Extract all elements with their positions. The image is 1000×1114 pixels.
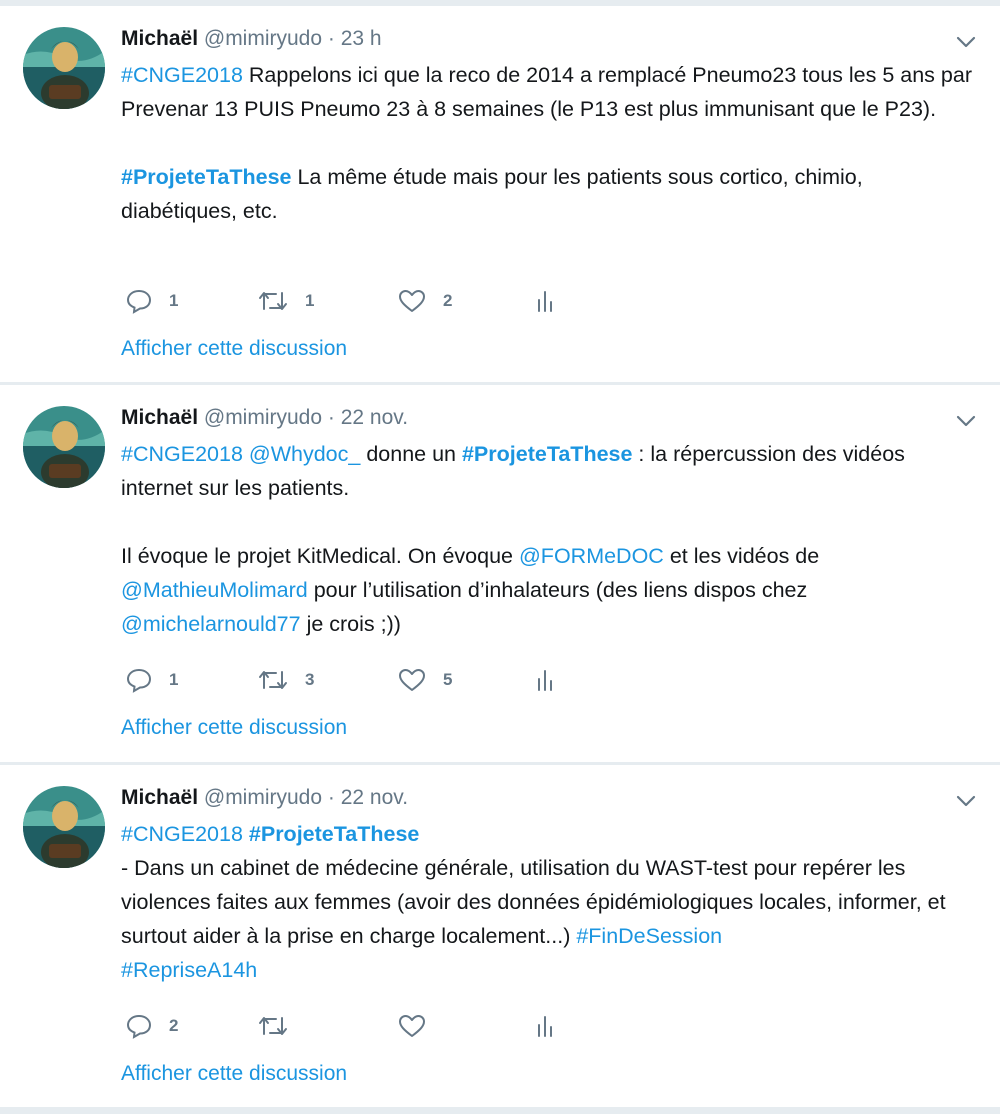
analytics-button[interactable] bbox=[535, 1011, 555, 1041]
chevron-down-icon[interactable] bbox=[954, 791, 978, 811]
reply-button[interactable] bbox=[125, 665, 178, 695]
header-separator: · bbox=[327, 406, 335, 429]
reply-icon bbox=[125, 667, 153, 693]
hashtag-link[interactable]: #CNGE2018 bbox=[121, 63, 243, 87]
tweet-timestamp[interactable]: 22 nov. bbox=[340, 786, 409, 809]
author-name[interactable]: Michaël bbox=[121, 27, 199, 50]
tweet-paragraph bbox=[121, 437, 981, 505]
tweet-actions bbox=[121, 286, 621, 316]
avatar[interactable] bbox=[23, 786, 105, 868]
tweet-timestamp[interactable]: 23 h bbox=[340, 27, 382, 50]
retweet-icon bbox=[257, 288, 289, 314]
retweet-button[interactable] bbox=[257, 1011, 305, 1041]
mention-link[interactable]: @FORMeDOC bbox=[518, 544, 664, 568]
author-handle[interactable]: @mimiryudo bbox=[203, 27, 323, 50]
reply-button[interactable] bbox=[125, 286, 178, 316]
tweet-text-segment: Rappelons ici que la reco de 2014 a remplacé Pneumo23 tous les 5 ans par Prevenar 13 PUIS Pneumo 23 à 8 semaines (le P13 est plus immunisant que le P23). bbox=[121, 63, 972, 121]
tweet-header bbox=[121, 783, 408, 813]
tweet-text-segment: La même étude mais pour les patients sous cortico, chimio, diabétiques, etc. bbox=[121, 165, 863, 223]
mention-link[interactable]: @michelarnould77 bbox=[121, 612, 301, 636]
tweet[interactable] bbox=[0, 6, 1000, 382]
show-thread-link[interactable]: Afficher cette discussion bbox=[121, 337, 348, 360]
mention-link[interactable]: @MathieuMolimard bbox=[121, 578, 308, 602]
reply-icon bbox=[125, 1013, 153, 1039]
analytics-button[interactable] bbox=[535, 286, 555, 316]
stats-icon bbox=[535, 667, 555, 693]
tweet-paragraph bbox=[121, 539, 981, 641]
tweet-paragraph bbox=[121, 160, 981, 228]
hashtag-link[interactable]: #CNGE2018 bbox=[121, 442, 243, 466]
like-button[interactable] bbox=[397, 286, 452, 316]
avatar[interactable] bbox=[23, 406, 105, 488]
heart-icon bbox=[397, 1013, 427, 1039]
tweet-text-segment: : la répercussion des vidéos internet sur les patients. bbox=[121, 442, 905, 500]
header-separator: · bbox=[327, 786, 335, 809]
chevron-down-icon[interactable] bbox=[954, 32, 978, 52]
tweet-paragraph bbox=[121, 58, 981, 126]
retweet-count: 3 bbox=[305, 670, 315, 689]
tweet-text-segment: - Dans un cabinet de médecine générale, utilisation du WAST-test pour repérer les violences faites aux femmes (avoir des données épidémiologiques locales, informer, et surtout aider à la prise en charge localement...) bbox=[121, 856, 946, 948]
retweet-icon bbox=[257, 667, 289, 693]
show-thread-link[interactable]: Afficher cette discussion bbox=[121, 1062, 348, 1085]
hashtag-link[interactable]: #ProjeteTaThese bbox=[248, 822, 420, 846]
like-button[interactable] bbox=[397, 1011, 443, 1041]
tweet-text bbox=[121, 437, 981, 641]
reply-count: 1 bbox=[169, 670, 179, 689]
tweet[interactable] bbox=[0, 765, 1000, 1107]
tweet-text-segment: donne un bbox=[360, 442, 462, 466]
author-name[interactable]: Michaël bbox=[121, 406, 199, 429]
hashtag-link[interactable]: #ProjeteTaThese bbox=[461, 442, 633, 466]
like-count: 2 bbox=[443, 291, 453, 310]
stats-icon bbox=[535, 288, 555, 314]
stats-icon bbox=[535, 1013, 555, 1039]
hashtag-link[interactable]: #RepriseA14h bbox=[121, 958, 258, 982]
retweet-icon bbox=[257, 1013, 289, 1039]
author-name[interactable]: Michaël bbox=[121, 786, 199, 809]
tweet-text bbox=[121, 58, 981, 228]
reply-button[interactable] bbox=[125, 1011, 178, 1041]
tweet-text-segment: Il évoque le projet KitMedical. On évoque bbox=[121, 544, 519, 568]
hashtag-link[interactable]: #CNGE2018 bbox=[121, 822, 243, 846]
show-thread-link[interactable]: Afficher cette discussion bbox=[121, 716, 348, 739]
chevron-down-icon[interactable] bbox=[954, 411, 978, 431]
like-button[interactable] bbox=[397, 665, 452, 695]
reply-icon bbox=[125, 288, 153, 314]
avatar[interactable] bbox=[23, 27, 105, 109]
hashtag-link[interactable]: #ProjeteTaThese bbox=[121, 165, 292, 189]
retweet-count: 1 bbox=[305, 291, 315, 310]
mention-link[interactable]: @Whydoc_ bbox=[248, 442, 361, 466]
hashtag-link[interactable]: #FinDeSession bbox=[576, 924, 723, 948]
tweet-text bbox=[121, 817, 981, 987]
heart-icon bbox=[397, 288, 427, 314]
retweet-button[interactable] bbox=[257, 286, 314, 316]
heart-icon bbox=[397, 667, 427, 693]
tweet-actions bbox=[121, 665, 621, 695]
tweet-text-segment: et les vidéos de bbox=[663, 544, 820, 568]
reply-count: 2 bbox=[169, 1016, 179, 1035]
tweet-text-segment: pour l’utilisation d’inhalateurs (des liens dispos chez bbox=[307, 578, 808, 602]
tweet[interactable] bbox=[0, 385, 1000, 762]
tweet-timestamp[interactable]: 22 nov. bbox=[340, 406, 409, 429]
author-handle[interactable]: @mimiryudo bbox=[203, 406, 323, 429]
reply-count: 1 bbox=[169, 291, 179, 310]
tweet-actions bbox=[121, 1011, 621, 1041]
header-separator: · bbox=[327, 27, 335, 50]
tweet-header bbox=[121, 403, 408, 433]
retweet-button[interactable] bbox=[257, 665, 314, 695]
tweet-paragraph bbox=[121, 817, 981, 987]
analytics-button[interactable] bbox=[535, 665, 555, 695]
like-count: 5 bbox=[443, 670, 453, 689]
author-handle[interactable]: @mimiryudo bbox=[203, 786, 323, 809]
tweet-header bbox=[121, 24, 382, 54]
tweet-text-segment: je crois ;)) bbox=[300, 612, 401, 636]
